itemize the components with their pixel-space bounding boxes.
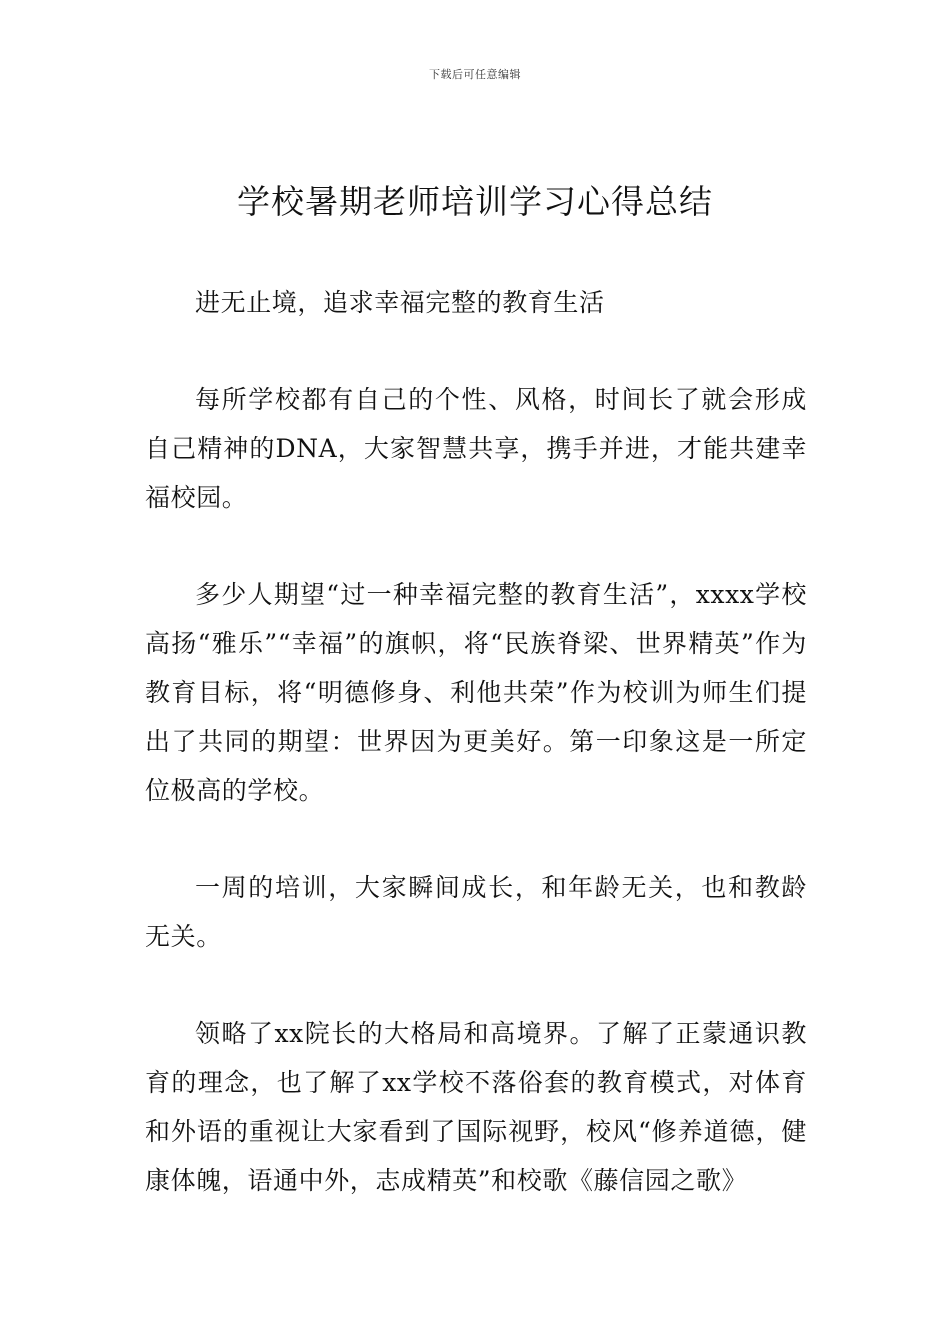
- document-title: 学校暑期老师培训学习心得总结: [237, 182, 713, 221]
- document-body: [145, 278, 807, 1205]
- header-note: 下载后可任意编辑: [429, 68, 521, 81]
- paragraph: 多少人期望“过一种幸福完整的教育生活”，xxxx学校高扬“雅乐”“幸福”的旗帜，将“民族脊梁、世界精英”作为教育目标，将“明德修身、利他共荣”作为校训为师生们提出了共同的期望：世界因为更美好。第一印象这是一所定位极高的学校。: [145, 580, 807, 805]
- paragraph-subtitle: 进无止境，追求幸福完整的教育生活: [195, 288, 605, 317]
- paragraph: 每所学校都有自己的个性、风格，时间长了就会形成自己精神的DNA，大家智慧共享，携手并进，才能共建幸福校园。: [145, 385, 807, 512]
- paragraph: 领略了xx院长的大格局和高境界。了解了正蒙通识教育的理念，也了解了xx学校不落俗套的教育模式，对体育和外语的重视让大家看到了国际视野，校风“修养道德，健康体魄，语通中外，志成精英”和校歌《藤信园之歌》: [145, 1019, 807, 1195]
- paragraph: 一周的培训，大家瞬间成长，和年龄无关，也和教龄无关。: [145, 873, 807, 951]
